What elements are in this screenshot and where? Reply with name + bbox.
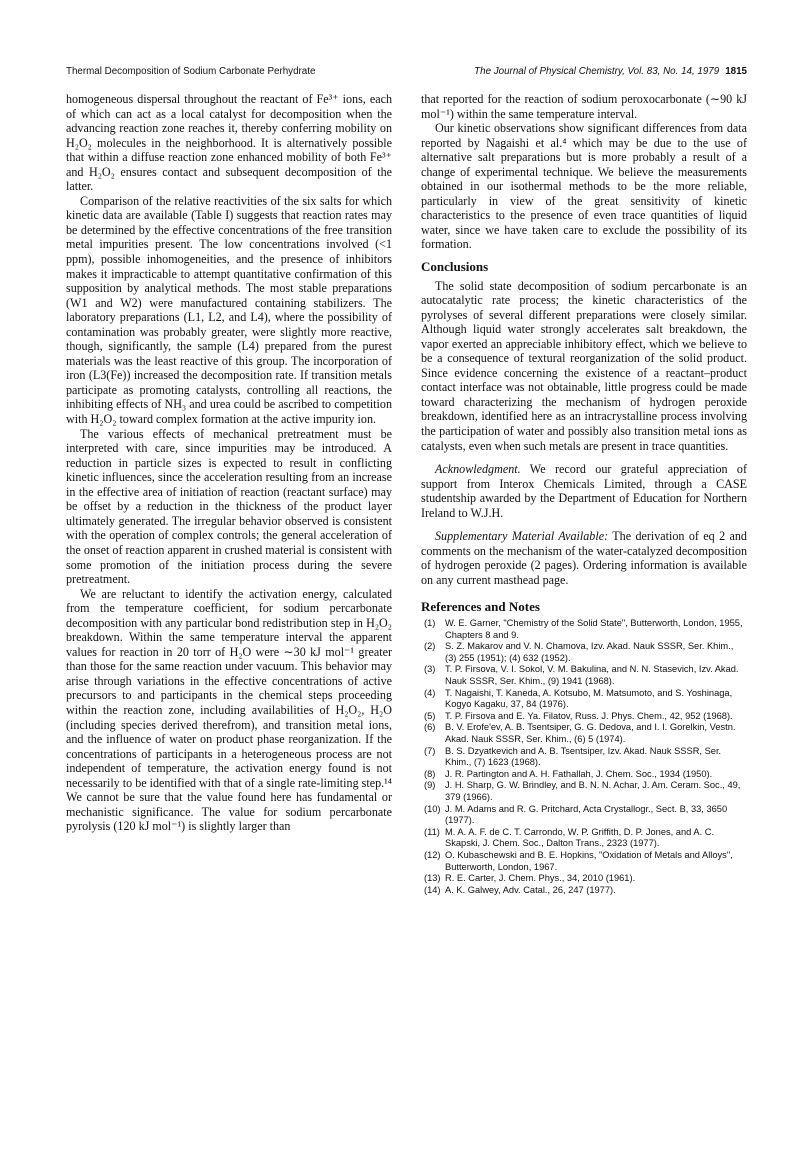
reference-item: (11) M. A. A. F. de C. T. Carrondo, W. P. Griffith, D. P. Jones, and A. C. Skapski, J. Chem. Soc., Dalton Trans., 2323 (1977).	[424, 826, 715, 849]
supplementary-label: Supplementary Material Available:	[435, 529, 609, 544]
references-list	[421, 618, 747, 896]
reference-item: (12) O. Kubaschewski and B. E. Hopkins, "Oxidation of Metals and Alloys", Butterworth, London, 1967.	[424, 849, 733, 872]
paragraph-conclusions: The solid state decomposition of sodium percarbonate is an autocatalytic rate process; the kinetic characteristics of the pyrolyses of several different preparations were closely similar. Although liquid water strongly accelerates salt breakdown, the vapor exerted an appreciable inhibitory effect, which we believe to be a consequence of textural reorganization of the solid product. Since evidence concerning the existence of a reactant–product contact interface was not obtainable, little progress could be made toward characterizing the mechanism of hydrogen peroxide breakdown, identified here as an intracrystalline process involving the participation of water and possibly also transition metal ions as catalysts, even when such metals are present in trace quantities.	[421, 278, 747, 453]
reference-item: (9) J. H. Sharp, G. W. Brindley, and B. N. N. Achar, J. Am. Ceram. Soc., 49, 379 (1966).	[424, 780, 741, 802]
reference-item: (10) J. M. Adams and R. G. Pritchard, Acta Crystallogr., Sect. B, 33, 3650 (1977).	[424, 803, 728, 826]
acknowledgment	[421, 462, 747, 520]
running-head	[66, 66, 747, 82]
references-heading: References and Notes	[421, 598, 540, 614]
reference-item: (6) B. V. Erofe'ev, A. B. Tsentsiper, G. G. Dedova, and I. I. Gorelkin, Vestn. Akad. Nauk SSSR, Ser. Khim., (6) 5 (1974).	[424, 722, 736, 744]
running-head-title: Thermal Decomposition of Sodium Carbonate Perhydrate	[66, 66, 316, 77]
page-number: 1815	[725, 66, 747, 77]
reference-item: (5) T. P. Firsova and E. Ya. Filatov, Russ. J. Phys. Chem., 42, 952 (1968).	[424, 710, 733, 721]
paragraph-activation-energy: We are reluctant to identify the activation energy, calculated from the temperature coefficient, for sodium percarbonate decomposition with any particular bond redistribution step in H₂O₂ breakdown. Within the same temperature interval the apparent values for reaction in 20 torr of H₂O were ∼30 kJ mol⁻¹ greater than those for the same reaction under vacuum. This behavior may arise through variations in the effective concentrations of active precursors to and participants in the chemical steps proceeding within the reaction zone, including availabilities of H₂O₂, H₂O (including species derived therefrom), and transition metal ions, and the influence of water on product phase reorganization. If the concentrations of participants in a heterogeneous process are not independent of temperature, the activation energy found is not necessarily to be identified with that of a single rate-limiting step.¹⁴ We cannot be sure that the value found here has fundamental or mechanistic significance. The value for sodium percarbonate pyrolysis (120 kJ mol⁻¹) is slightly larger than	[66, 586, 392, 834]
paragraph-peroxocarbonate: that reported for the reaction of sodium peroxocarbonate (∼90 kJ mol⁻¹) within the same temperature interval.	[421, 92, 747, 121]
reference-item: (14) A. K. Galwey, Adv. Catal., 26, 247 (1977).	[424, 884, 616, 895]
journal-citation: The Journal of Physical Chemistry, Vol. 83, No. 14, 1979	[474, 66, 720, 77]
paragraph-continued: homogeneous dispersal throughout the reactant of Fe³⁺ ions, each of which can act as a local catalyst for decomposition when the advancing reaction zone reaches it, thereby conferring mobility on H₂O₂ molecules in the neighborhood. It is alternatively possible that within a diffuse reaction zone enhanced mobility of both Fe³⁺ and H₂O₂ ensures contact and subsequent decomposition of the latter.	[66, 92, 392, 194]
conclusions-heading: Conclusions	[421, 259, 489, 275]
left-column	[66, 92, 392, 834]
paragraph-relative-reactivities: Comparison of the relative reactivities of the six salts for which kinetic data are available (Table I) suggests that reaction rates may be determined by the effective concentrations of the free transition metal impurities present. The low concentrations involved (<1 ppm), possible inhomogeneities, and the presence of inhibitors makes it impracticable to attempt quantitative confirmation of this supposition by analytical methods. The most stable preparations (W1 and W2) were manufactured containing stabilizers. The laboratory preparations (L1, L2, and L4), where the possibility of contamination was probably greater, were slightly more reactive, though, significantly, the sample (L4) prepared from the purest materials was the least reactive of this group. The incorporation of iron (L3(Fe)) increased the decomposition rate. If transition metals participate as promoting catalysts, controlling all reactions, the inhibiting effects of NH₃ and urea could be ascribed to competition with H₂O₂ toward complex formation at the active impurity ion.	[66, 193, 392, 427]
paragraph-mechanical-pretreatment: The various effects of mechanical pretreatment must be interpreted with care, since impurities may be introduced. A reduction in particle sizes is expected to result in conflicting kinetic influences, since the acceleration resulting from an increase in the effective area of initiation of reaction (reactant surface) may be offset by a reduction in the thickness of the product layer ultimately generated. The irregular behavior observed is consistent with the operation of complex controls; the general acceleration of the onset of reaction apparent in crushed material is consistent with some promotion of the initiation process during the severe pretreatment.	[66, 426, 392, 587]
acknowledgment-text: We record our grateful appreciation of support from Interox Chemicals Limited, through a CASE studentship awarded by the Department of Education for Northern Ireland to W.J.H.	[421, 462, 747, 520]
reference-item: (1) W. E. Garner, "Chemistry of the Solid State", Butterworth, London, 1955, Chapters 8 and 9.	[424, 618, 743, 640]
running-head-journal	[474, 66, 747, 77]
reference-item: (8) J. R. Partington and A. H. Fathallah, J. Chem. Soc., 1934 (1950).	[424, 768, 713, 779]
paragraph-kinetic-observations: Our kinetic observations show significant differences from data reported by Nagaishi et al.⁴ which may be due to the use of alternative salt preparations but is more probably a result of a change of experimental technique. We believe the measurements obtained in our isothermal methods to be the more reliable, particularly in view of the great sensitivity of kinetic characteristics to the presence of even trace quantities of liquid water, since we have taken care to exclude the possibility of its formation.	[421, 121, 747, 252]
right-column	[421, 92, 747, 896]
supplementary-text: The derivation of eq 2 and comments on the mechanism of the water-catalyzed decomposition of hydrogen peroxide (2 pages). Ordering information is available on any current masthead page.	[421, 529, 747, 587]
supplementary-material	[421, 529, 747, 587]
reference-item: (3) T. P. Firsova, V. I. Sokol, V. M. Bakulina, and N. N. Stasevich, Izv. Akad. Nauk SSSR, Ser. Khim., (9) 1941 (1968).	[424, 664, 739, 687]
reference-item: (13) R. E. Carter, J. Chem. Phys., 34, 2010 (1961).	[424, 873, 636, 884]
reference-item: (7) B. S. Dzyatkevich and A. B. Tsentsiper, Izv. Akad. Nauk SSSR, Ser. Khim., (7) 1623 (1968).	[424, 745, 722, 768]
reference-item: (2) S. Z. Makarov and V. N. Chamova, Izv. Akad. Nauk SSSR, Ser. Khim., (3) 255 (1951); (4) 632 (1952).	[424, 641, 734, 663]
acknowledgment-label: Acknowledgment.	[435, 462, 521, 477]
reference-item: (4) T. Nagaishi, T. Kaneda, A. Kotsubo, M. Matsumoto, and S. Yoshinaga, Kogyo Kagaku, 37, 84 (1976).	[424, 687, 733, 710]
